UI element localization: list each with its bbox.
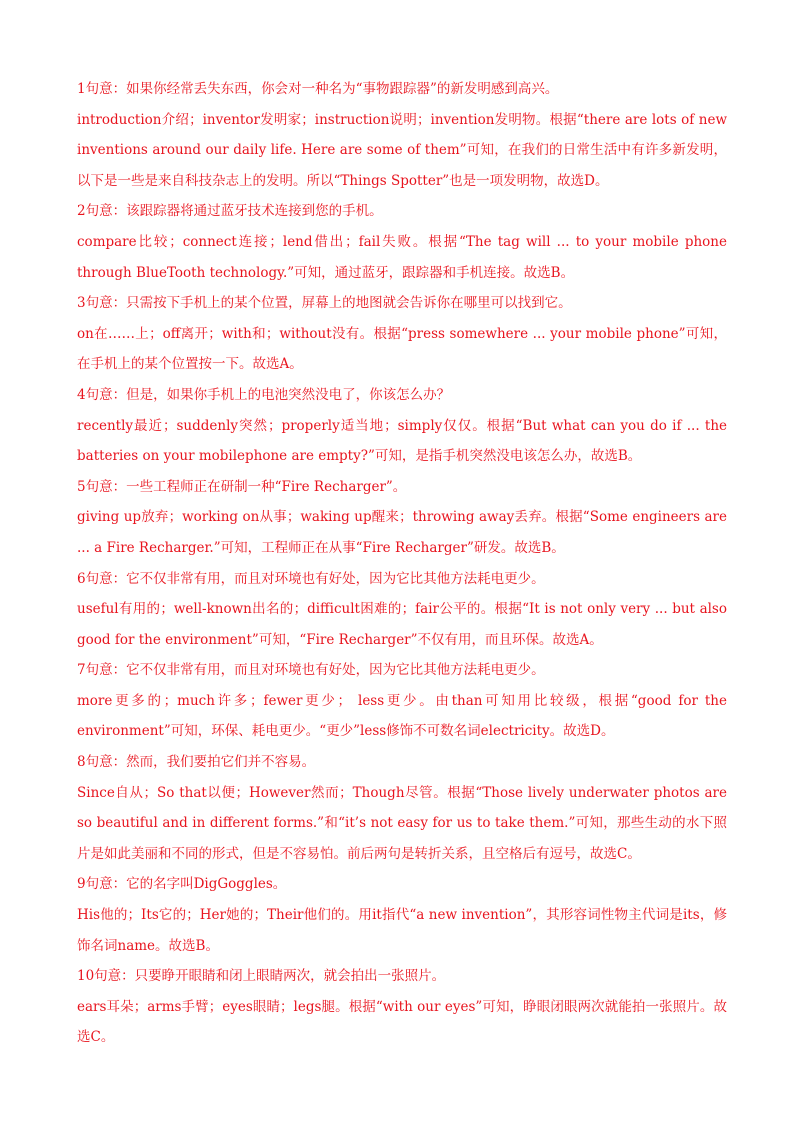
sentence-8: 8句意：然而，我们要拍它们并不容易。 — [77, 754, 316, 771]
sentence-9: 9句意：它的名字叫DigGoggles。 — [77, 876, 287, 893]
answer-explanations — [77, 74, 727, 1053]
sentence-7: 7句意：它不仅非常有用，而且对环境也有好处，因为它比其他方法耗电更少。 — [77, 662, 545, 679]
analysis-7: more更多的；much许多；fewer更少； less更少。由than可知用比较级，根据“good for the environment”可知，环保、耗电更少。“更少”less修饰不可数名词electricity。故选D。 — [77, 692, 727, 740]
analysis-8: Since自从；So that以便；However然而；Though尽管。根据“Those lively underwater photos are so beautiful and in different forms.”和“it’s not easy for us to take them.”可知，那些生动的水下照片是如此美丽和不同的形式，但是不容易怕。前后两句是转折关系，且空格后有逗号，故选C。 — [77, 784, 727, 862]
analysis-2: compare比较；connect连接；lend借出；fail失败。根据“The tag will ... to your mobile phone through BlueTooth technology.”可知，通过蓝牙，跟踪器和手机连接。故选B。 — [77, 233, 727, 281]
sentence-3: 3句意：只需按下手机上的某个位置，屏幕上的地图就会告诉你在哪里可以找到它。 — [77, 295, 572, 312]
analysis-3: on在……上；off离开；with和；without没有。根据“press somewhere ... your mobile phone”可知，在手机上的某个位置按一下。故选A。 — [77, 325, 727, 373]
sentence-10: 10句意：只要睁开眼睛和闭上眼睛两次，就会拍出一张照片。 — [77, 968, 446, 985]
analysis-10: ears耳朵；arms手臂；eyes眼睛；legs腿。根据“with our eyes”可知，睁眼闭眼两次就能拍一张照片。故选C。 — [77, 998, 727, 1046]
sentence-6: 6句意：它不仅非常有用，而且对环境也有好处，因为它比其他方法耗电更少。 — [77, 570, 545, 587]
analysis-1: introduction介绍；inventor发明家；instruction说明；invention发明物。根据“there are lots of new inventions around our daily life. Here are some of them”可知，在我们的日常生活中有许多新发明，以下是一些是来自科技杂志上的发明。所以“Things Spotter”也是一项发明物，故选D。 — [77, 111, 727, 189]
sentence-4: 4句意：但是，如果你手机上的电池突然没电了，你该怎么办？ — [77, 386, 451, 403]
analysis-5: giving up放弃；working on从事；waking up醒来；throwing away丢弃。根据“Some engineers are ... a Fire Recharger.”可知，工程师正在从事“Fire Recharger”研发。故选B。 — [77, 509, 727, 556]
sentence-5: 5句意：一些工程师正在研制一种“Fire Recharger”。 — [77, 478, 407, 495]
sentence-1: 1句意：如果你经常丢失东西，你会对一种名为“事物跟踪器”的新发明感到高兴。 — [77, 81, 559, 97]
analysis-6: useful有用的；well-known出名的；difficult困难的；fair公平的。根据“It is not only very ... but also good for the environment”可知，“Fire Recharger”不仅有用，而且环保。故选A。 — [77, 601, 727, 648]
analysis-9: His他的；Its它的；Her她的；Their他们的。用it指代“a new invention”，其形容词性物主代词是its，修饰名词name。故选B。 — [77, 907, 727, 954]
sentence-2: 2句意：该跟踪器将通过蓝牙技术连接到您的手机。 — [77, 203, 383, 220]
analysis-4: recently最近；suddenly突然；properly适当地；simply仅仅。根据“But what can you do if ... the batteries on your mobilephone are empty?”可知，是指手机突然没电该怎么办，故选B。 — [77, 417, 727, 465]
